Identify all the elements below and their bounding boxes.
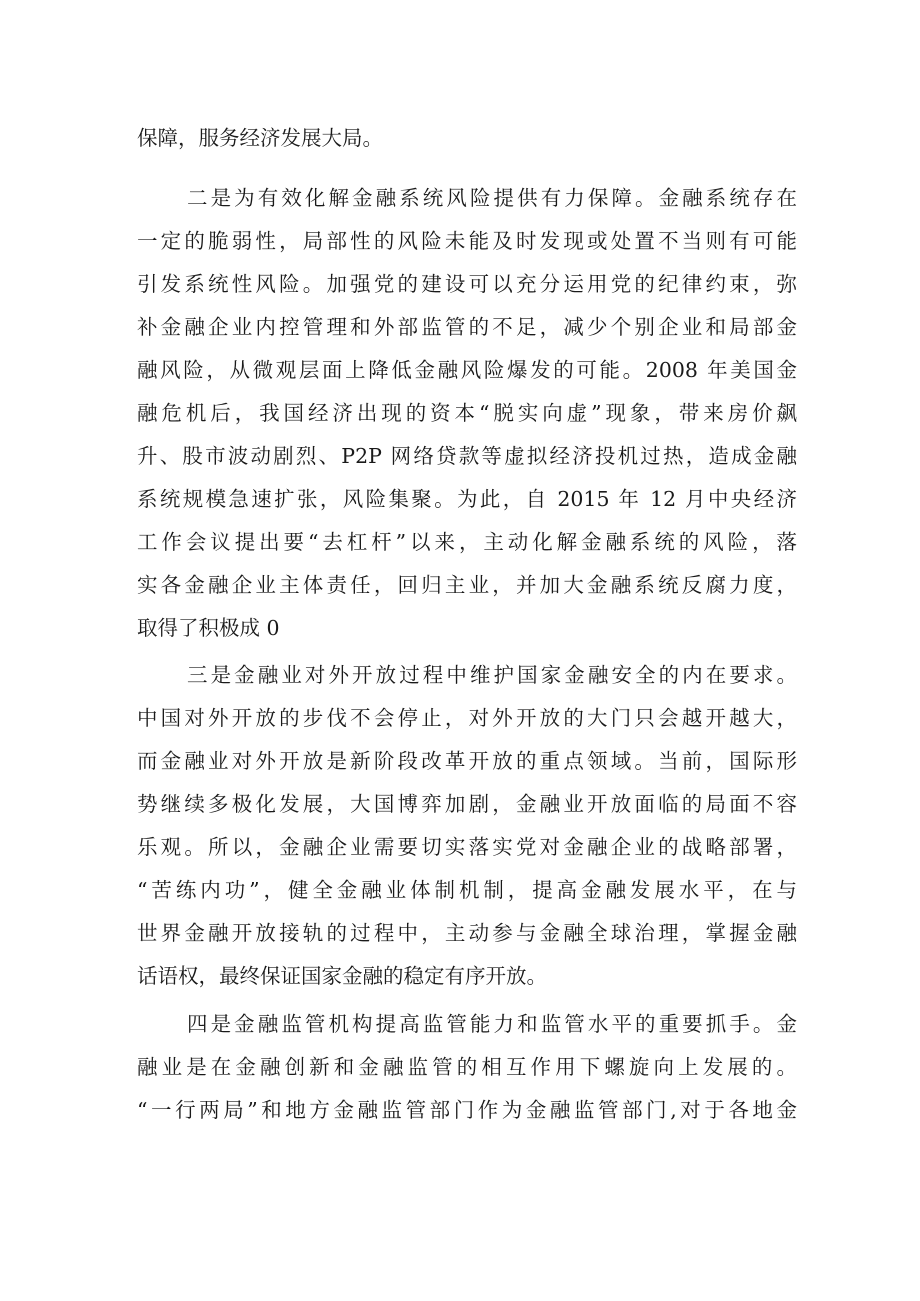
text-line: 势继续多极化发展，大国博弈加剧，金融业开放面临的局面不容	[137, 792, 797, 816]
text-line: “一行两局”和地方金融监管部门作为金融监管部门,对于各地金	[137, 1098, 797, 1122]
text-line: “苦练内功”，健全金融业体制机制，提高金融发展水平，在与	[137, 878, 797, 902]
text-line: 融危机后，我国经济出现的资本“脱实向虚”现象，带来房价飙	[137, 401, 797, 425]
text-line: 乐观。所以，金融企业需要切实落实党对金融企业的战略部署，	[137, 835, 797, 859]
text-line: 取得了积极成 0	[137, 616, 280, 640]
text-line: 引发系统性风险。加强党的建设可以充分运用党的纪律约束，弥	[137, 272, 797, 296]
text-line: 一定的脆弱性，局部性的风险未能及时发现或处置不当则有可能	[137, 229, 797, 253]
text-line: 二是为有效化解金融系统风险提供有力保障。金融系统存在	[187, 186, 797, 210]
text-line: 实各金融企业主体责任，回归主业，并加大金融系统反腐力度，	[137, 573, 797, 597]
text-line: 工作会议提出要“去杠杆”以来，主动化解金融系统的风险，落	[137, 530, 797, 554]
text-line: 补金融企业内控管理和外部监管的不足，减少个别企业和局部金	[137, 315, 797, 339]
text-line: 而金融业对外开放是新阶段改革开放的重点领域。当前，国际形	[137, 749, 797, 773]
text-line: 话语权，最终保证国家金融的稳定有序开放。	[137, 964, 547, 988]
text-line: 系统规模急速扩张，风险集聚。为此，自 2015 年 12 月中央经济	[137, 487, 797, 511]
text-line: 融业是在金融创新和金融监管的相互作用下螺旋向上发展的。	[137, 1055, 797, 1079]
text-line: 世界金融开放接轨的过程中，主动参与金融全球治理，掌握金融	[137, 921, 797, 945]
text-line: 升、股市波动剧烈、P2P 网络贷款等虚拟经济投机过热，造成金融	[137, 444, 797, 468]
text-line: 融风险，从微观层面上降低金融风险爆发的可能。2008 年美国金	[137, 358, 797, 382]
text-line: 四是金融监管机构提高监管能力和监管水平的重要抓手。金	[187, 1012, 797, 1036]
text-line: 中国对外开放的步伐不会停止，对外开放的大门只会越开越大，	[137, 706, 797, 730]
text-line: 三是金融业对外开放过程中维护国家金融安全的内在要求。	[187, 663, 797, 687]
text-line: 保障，服务经济发展大局。	[137, 126, 383, 150]
